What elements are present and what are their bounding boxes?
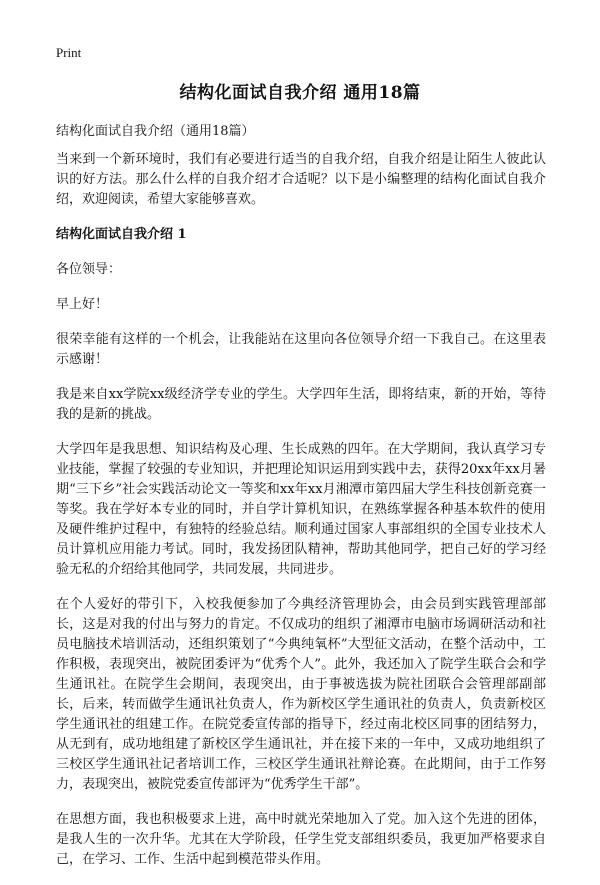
intro-paragraph: 当来到一个新环境时，我们有必要进行适当的自我介绍，自我介绍是让陌生人彼此认识的好方法。那么什么样的自我介绍才合适呢？以下是小编整理的结构化面试自我介绍，欢迎阅读，希望大家能够喜欢。 xyxy=(56,152,546,207)
body-paragraph: 各位领导： xyxy=(56,262,122,277)
print-link[interactable]: Print xyxy=(56,45,82,60)
document-subtitle: 结构化面试自我介绍（通用18篇） xyxy=(56,124,255,139)
body-paragraph: 在思想方面，我也积极要求上进，高中时就光荣地加入了党。加入这个先进的团体，是我人生的一次升华。尤其在大学阶段，任学生党支部组织委员，我更加严格要求自己，在学习、工作、生活中起到模范带头作用。 xyxy=(56,812,546,867)
body-paragraph: 在个人爱好的带引下，入校我便参加了今典经济管理协会，由会员到实践管理部部长，这是对我的付出与努力的肯定。不仅成功的组织了湘潭市电脑市场调研活动和社员电脑技术培训活动，还组织策划了“今典纯氧杯”大型征文活动，在整个活动中，工作积极，表现突出，被院团委评为“优秀个人”。此外，我还加入了院学生联合会和学生通讯社。在院学生会期间，表现突出，由于事被选拔为院社团联合会管理部副部长，后来，转而做学生通讯社负责人，作为新校区学生通讯社的负责人，负责新校区学生通讯社的组建工作。在院党委宣传部的指导下，经过南北校区同事的团结努力，从无到有，成功地组建了新校区学生通讯社，并在接下来的一年中，又成功地组织了三校区学生通讯社记者培训工作，三校区学生通讯社辩论赛。在此期间，由于工作努力，表现突出，被院党委宣传部评为“优秀学生干部”。 xyxy=(56,597,546,792)
body-paragraph: 我是来自xx学院xx级经济学专业的学生。大学四年生活，即将结束，新的开始，等待我的是新的挑战。 xyxy=(56,387,546,422)
body-paragraph: 大学四年是我思想、知识结构及心理、生长成熟的四年。在大学期间，我认真学习专业技能，掌握了较强的专业知识，并把理论知识运用到实践中去，获得20xx年xx月暑期“三下乡”社会实践活动论文一等奖和xx年xx月湘潭市第四届大学生科技创新竞赛一等奖。我在学好本专业的同时，并自学计算机知识，在熟练掌握各种基本软件的使用及硬件维护过程中，有独特的经验总结。顺利通过国家人事部组织的全国专业技术人员计算机应用能力考试。同时，我发扬团队精神，帮助其他同学，把自己好的学习经验无私的介绍给其他同学，共同发展，共同进步。 xyxy=(56,442,546,577)
document-body xyxy=(56,150,546,885)
body-paragraph: 很荣幸能有这样的一个机会，让我能站在这里向各位领导介绍一下我自己。在这里表示感谢！ xyxy=(56,332,546,367)
section-heading: 结构化面试自我介绍 1 xyxy=(56,227,187,242)
document-title: 结构化面试自我介绍 通用18篇 xyxy=(179,83,421,103)
body-paragraph: 早上好！ xyxy=(56,297,109,312)
